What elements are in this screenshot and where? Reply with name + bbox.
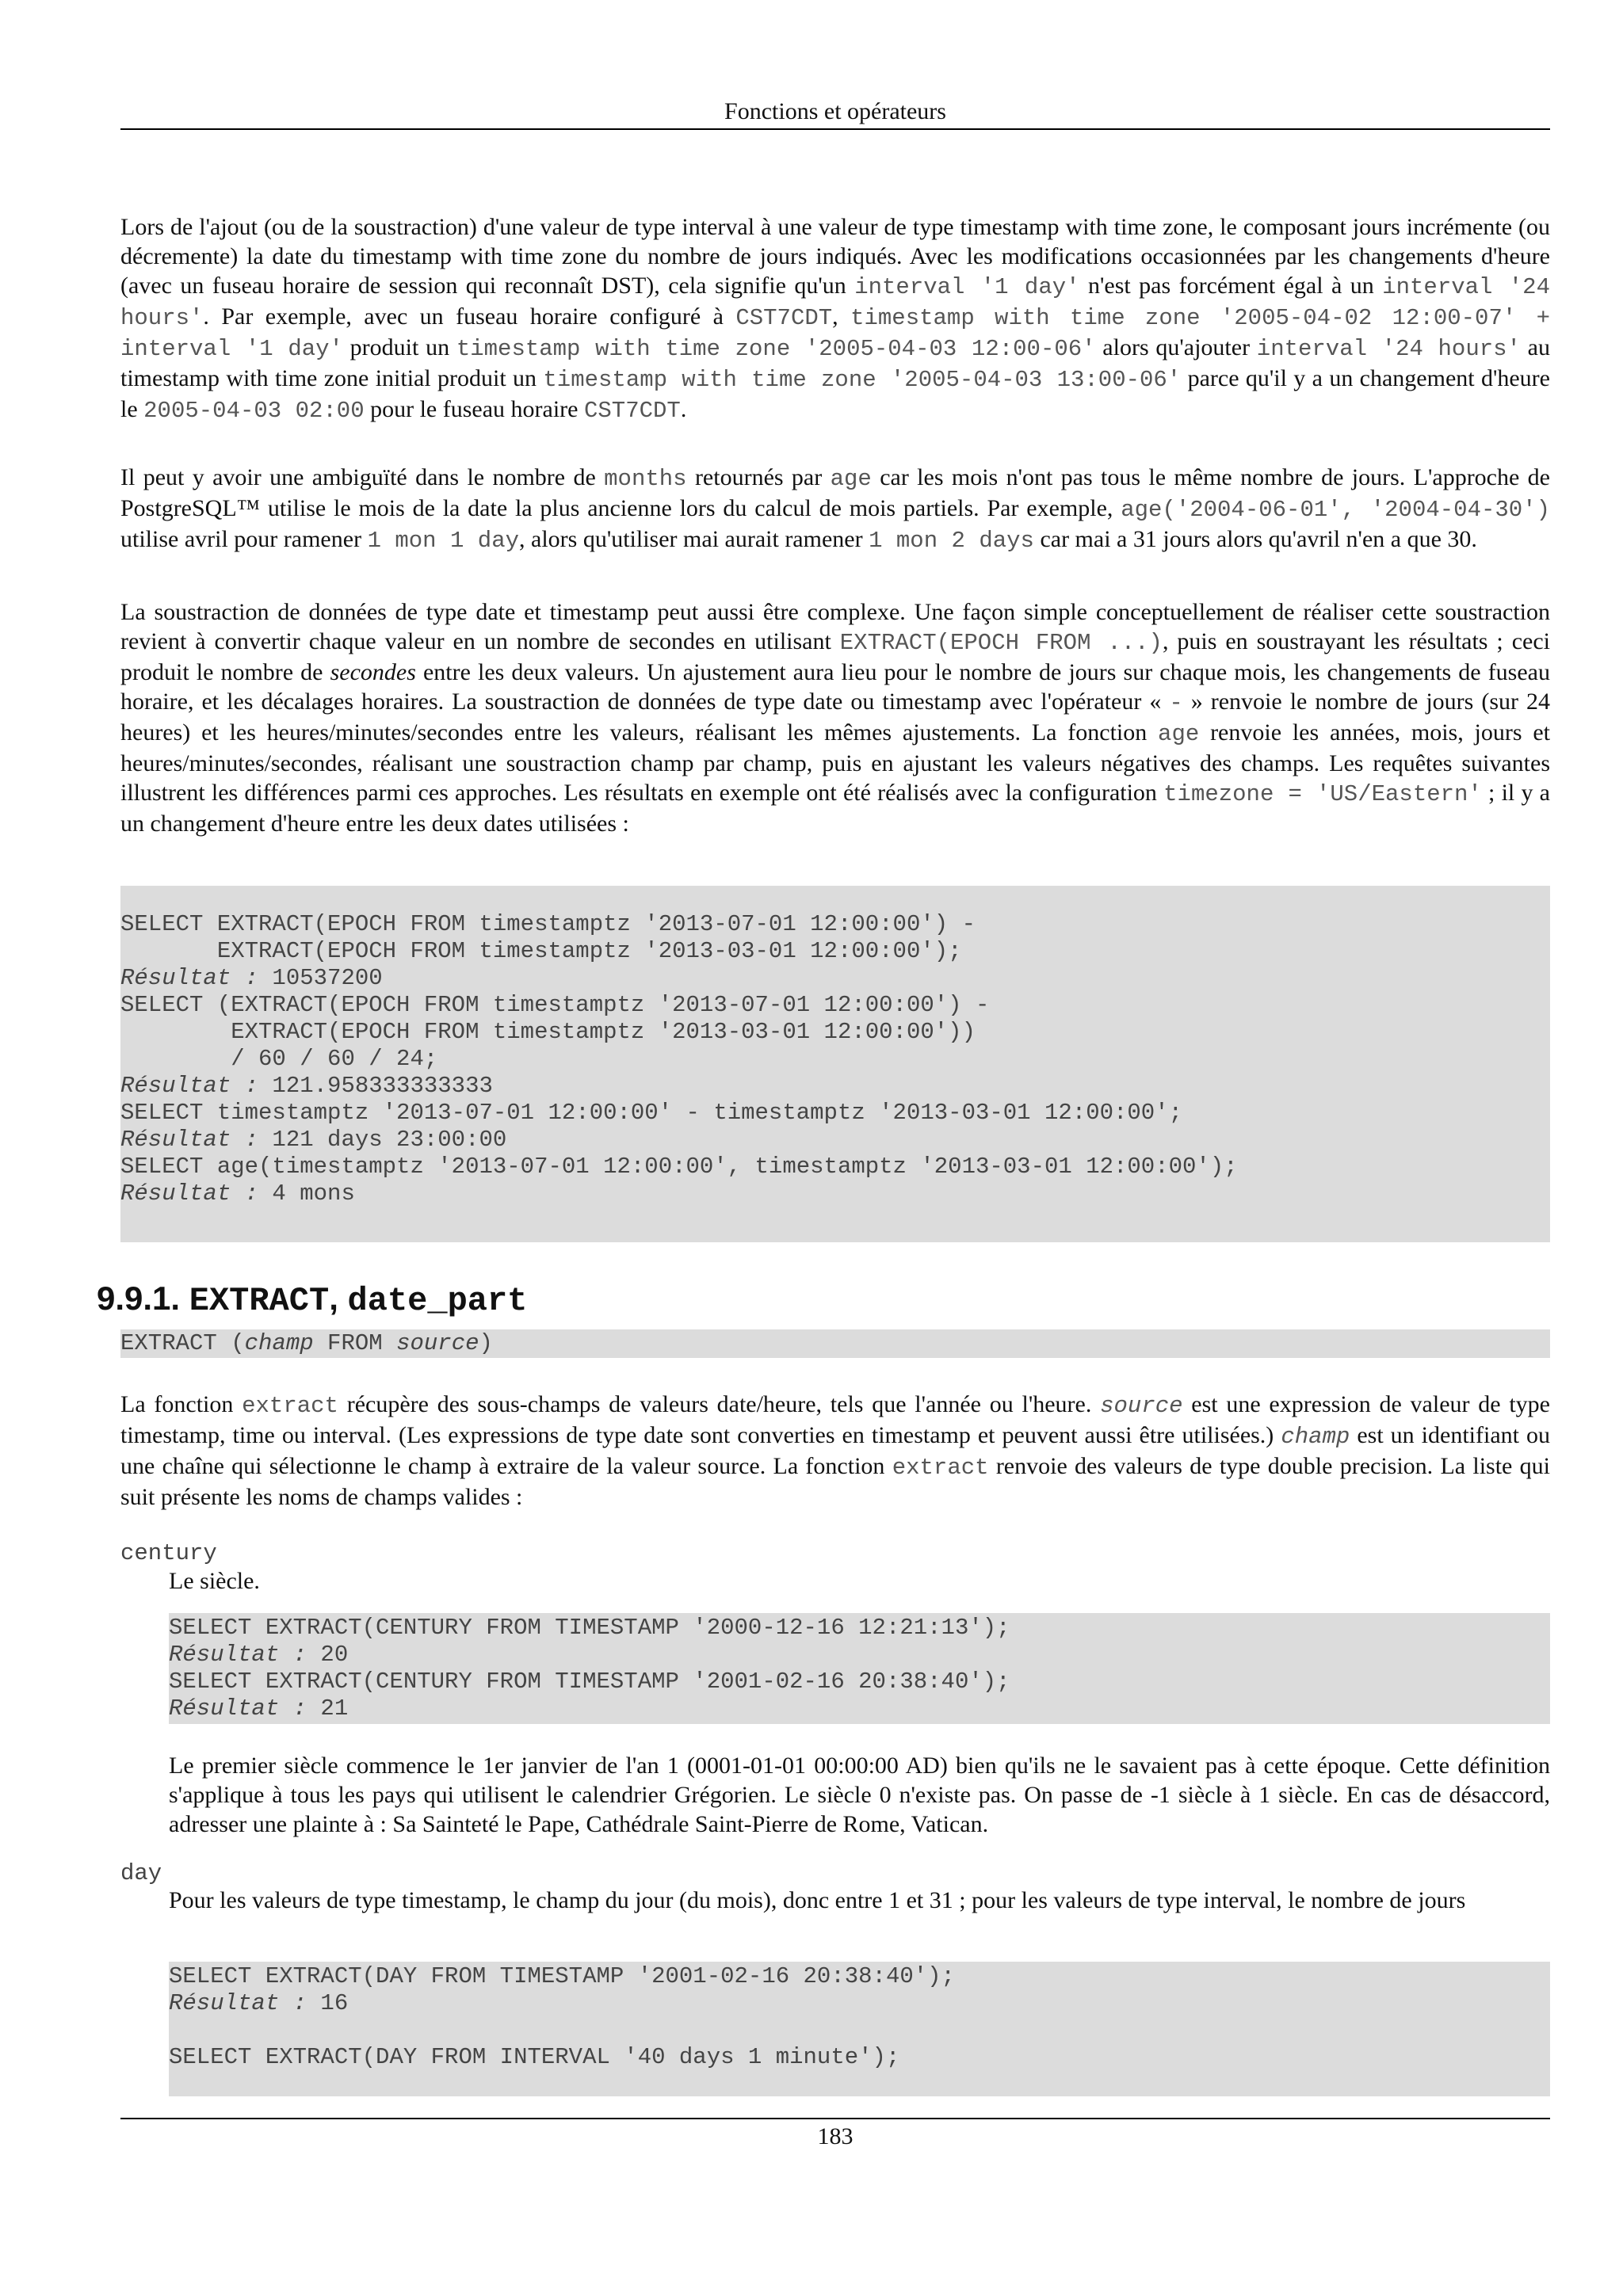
inline-code: 1 mon 2 days	[869, 528, 1034, 554]
paragraph-subtraction	[120, 597, 1550, 838]
definition-century: Le siècle.	[169, 1568, 260, 1594]
code-line: SELECT EXTRACT(EPOCH FROM timestamptz '2013-07-01 12:00:00') -	[120, 911, 976, 937]
inline-code: months	[604, 466, 687, 492]
term-century: century	[120, 1540, 217, 1566]
text: n'est pas forcément égal à un	[1079, 273, 1383, 299]
code-block-epoch	[120, 886, 1550, 1242]
inline-code: CST7CDT	[584, 398, 681, 424]
code-block-day	[169, 1962, 1550, 2096]
text: parce qu'il y a un changement d'heure le	[120, 365, 1550, 422]
synopsis-param: source	[396, 1330, 479, 1356]
result-value: 121.958333333333	[258, 1073, 493, 1099]
synopsis-part: )	[479, 1330, 493, 1356]
inline-code: timestamp with time zone '2005-04-02 12:00-07' + interval '1 day'	[120, 305, 1550, 362]
text: est une expression de valeur de type timestamp, time ou interval. (Les expressions de type date sont converties en timestamp et peuvent aussi être utilisées.)	[120, 1391, 1550, 1448]
inline-code: timestamp with time zone '2005-04-03 13:00-06'	[543, 367, 1182, 393]
result-value: 20	[307, 1642, 349, 1668]
inline-code: 2005-04-03 02:00	[143, 398, 365, 424]
inline-code: age	[1158, 721, 1200, 747]
inline-code: extract	[892, 1455, 989, 1481]
result-label: Résultat :	[120, 1127, 259, 1153]
inline-code: interval '24 hours'	[120, 274, 1550, 331]
code-line: SELECT timestamptz '2013-07-01 12:00:00' - timestamptz '2013-03-01 12:00:00';	[120, 1100, 1183, 1126]
result-label: Résultat :	[120, 1180, 259, 1207]
text: pour le fuseau horaire	[364, 396, 584, 422]
section-name: date_part	[347, 1282, 528, 1320]
text: entre les deux valeurs. Un ajustement aura lieu pour le nombre de jours sur chaque mois, les changements de fuseau horaire, et les décalages horaires. La soustraction de données de type date ou timestamp avec l'opérateur «	[120, 659, 1550, 715]
definition-day: Pour les valeurs de type timestamp, le champ du jour (du mois), donc entre 1 et 31 ; pour les valeurs de type interval, le nombre de jours	[169, 1887, 1466, 1913]
result-label: Résultat :	[120, 1073, 259, 1099]
inline-code: timezone = 'US/Eastern'	[1163, 781, 1482, 807]
text: .	[680, 396, 687, 422]
text: Lors de l'ajout (ou de la soustraction) d'une valeur de type interval à une valeur de type timestamp with time zone, le composant jours incrémente (ou décremente) la date du timestamp with time zone du nombre de jours indiqués. Avec les modifications occasionnées par les changements d'heure (avec un fuseau horaire de session qui reconnaît DST), cela signifie qu'un	[120, 214, 1550, 299]
term-day: day	[120, 1860, 162, 1886]
inline-code: champ	[1281, 1424, 1350, 1450]
text: ; il y a un changement d'heure entre les deux dates utilisées :	[120, 780, 1550, 837]
synopsis-param: champ	[244, 1330, 314, 1356]
text: car les mois n'ont pas tous le même nombre de jours. L'approche de PostgreSQL™ utilise le mois de la date la plus ancienne lors du calcul de mois partiels. Par exemple,	[120, 464, 1550, 521]
inline-code: age	[830, 466, 872, 492]
emphasis: secondes	[330, 659, 416, 685]
text: La soustraction de données de type date et timestamp peut aussi être complexe. Une façon simple conceptuellement de réaliser cette soustraction revient à convertir chaque valeur en un nombre de secondes en utilisant	[120, 599, 1550, 654]
result-value: 4 mons	[258, 1180, 355, 1207]
section-heading	[97, 1280, 528, 1320]
running-header: Fonctions et opérateurs	[120, 97, 1550, 130]
result-label: Résultat :	[169, 1695, 307, 1722]
code-line: SELECT (EXTRACT(EPOCH FROM timestamptz '2013-07-01 12:00:00') -	[120, 992, 990, 1018]
inline-code: source	[1100, 1393, 1183, 1419]
result-label: Résultat :	[169, 1642, 307, 1668]
code-line: EXTRACT(EPOCH FROM timestamptz '2013-03-01 12:00:00'))	[120, 1019, 976, 1045]
code-line: SELECT EXTRACT(CENTURY FROM TIMESTAMP '2000-12-16 12:21:13');	[169, 1615, 1010, 1641]
inline-code: CST7CDT	[735, 305, 833, 331]
text: est un identifiant ou une chaîne qui sélectionne le champ à extraire de la valeur source. La fonction	[120, 1422, 1550, 1479]
code-line: EXTRACT(EPOCH FROM timestamptz '2013-03-01 12:00:00');	[120, 938, 962, 964]
text: utilise avril pour ramener	[120, 526, 368, 552]
text: Il peut y avoir une ambiguïté dans le nombre de	[120, 464, 605, 490]
text: retournés par	[686, 464, 831, 490]
text: alors qu'ajouter	[1095, 334, 1257, 360]
text: renvoie les années, mois, jours et heures/minutes/secondes, réalisant une soustraction champ par champ, puis en ajustant les valeurs négatives des champs. Les requêtes suivantes illustrent les différences parmi ces approches. Les résultats en exemple ont été réalisés avec la configuration	[120, 719, 1550, 806]
result-value: 16	[307, 1990, 349, 2016]
section-name: EXTRACT	[189, 1282, 330, 1320]
text: , puis en soustrayant les résultats ; ceci produit le nombre de	[120, 628, 1551, 685]
result-label: Résultat :	[169, 1990, 307, 2016]
text: car mai a 31 jours alors qu'avril n'en a que 30.	[1033, 526, 1477, 552]
inline-code: extract	[242, 1393, 338, 1419]
code-block-century	[169, 1613, 1550, 1724]
result-label: Résultat :	[120, 965, 259, 991]
code-line: SELECT EXTRACT(CENTURY FROM TIMESTAMP '2001-02-16 20:38:40');	[169, 1669, 1010, 1695]
paragraph-age-ambiguity	[120, 463, 1550, 555]
synopsis-part: FROM	[313, 1330, 397, 1356]
code-line: SELECT EXTRACT(DAY FROM INTERVAL '40 days 1 minute');	[169, 2044, 900, 2070]
section-number: 9.9.1.	[97, 1280, 181, 1317]
synopsis-part: EXTRACT (	[120, 1330, 245, 1356]
text: récupère des sous-champs de valeurs date/heure, tels que l'année ou l'heure.	[338, 1391, 1101, 1417]
text: ,	[832, 303, 851, 330]
text: La fonction	[120, 1391, 242, 1417]
inline-code: 1 mon 1 day	[367, 528, 519, 554]
section-separator: ,	[329, 1280, 348, 1317]
inline-code: timestamp with time zone '2005-04-03 12:00-06'	[456, 336, 1096, 362]
inline-code: interval '1 day'	[854, 274, 1080, 300]
text: au timestamp with time zone initial produit un	[120, 334, 1550, 391]
inline-code: age('2004-06-01', '2004-04-30')	[1121, 497, 1550, 523]
result-value: 121 days 23:00:00	[258, 1127, 507, 1153]
footer-rule	[120, 2118, 1550, 2119]
inline-code: interval '24 hours'	[1256, 336, 1521, 362]
page-number: 183	[817, 2123, 854, 2149]
paragraph-interval-dst	[120, 212, 1550, 425]
result-value: 21	[307, 1695, 349, 1722]
text: renvoie des valeurs de type double precision. La liste qui suit présente les noms de champs valides :	[120, 1453, 1550, 1510]
text: , alors qu'utiliser mai aurait ramener	[519, 526, 869, 552]
code-line: / 60 / 60 / 24;	[120, 1046, 438, 1072]
paragraph-extract-intro	[120, 1390, 1550, 1512]
inline-code: -	[1169, 690, 1183, 716]
text: produit un	[342, 334, 456, 360]
inline-code: EXTRACT(EPOCH FROM ...)	[839, 630, 1163, 656]
code-line: SELECT EXTRACT(DAY FROM TIMESTAMP '2001-02-16 20:38:40');	[169, 1963, 955, 1989]
century-note: Le premier siècle commence le 1er janvier de l'an 1 (0001-01-01 00:00:00 AD) bien qu'ils ne le savaient pas à cette époque. Cette définition s'applique à tous les pays qui utilisent le calendrier Grégorien. Le siècle 0 n'existe pas. On passe de -1 siècle à 1 siècle. En cas de désaccord, adresser une plainte à : Sa Sainteté le Pape, Cathédrale Saint-Pierre de Rome, Vatican.	[169, 1753, 1550, 1837]
code-line: SELECT age(timestamptz '2013-07-01 12:00:00', timestamptz '2013-03-01 12:00:00');	[120, 1154, 1238, 1180]
text: » renvoie le nombre de jours (sur 24 heures) et les heures/minutes/secondes entre les valeurs, réalisant les mêmes ajustements. La fonction	[120, 688, 1550, 746]
function-synopsis	[120, 1329, 1550, 1358]
text: . Par exemple, avec un fuseau horaire configuré à	[203, 303, 736, 330]
result-value: 10537200	[258, 965, 383, 991]
